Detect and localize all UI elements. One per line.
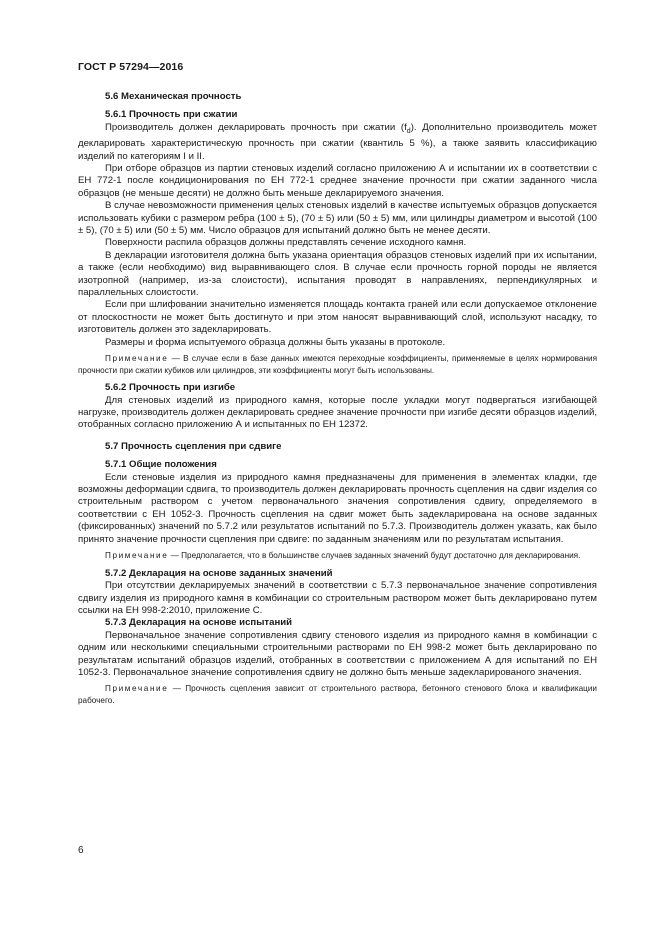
subsection-title-5-6-1: 5.6.1 Прочность при сжатии bbox=[105, 109, 238, 121]
document-body bbox=[78, 91, 597, 707]
note: Примечание — В случае если в базе данных имеются переходные коэффициенты, применяемые в целях нормирования прочности при сжатии кубиков или цилиндров, эти коэффициенты могут быть использованы. bbox=[78, 354, 597, 375]
subsection-title-5-7-2: 5.7.2 Декларация на основе заданных значений bbox=[105, 567, 333, 579]
document-header: ГОСТ Р 57294—2016 bbox=[78, 61, 184, 73]
paragraph: При отсутствии декларируемых значений в соответствии с 5.7.3 первоначальное значение сопротивления сдвигу изделия из природного камня в комбинации со строительным раствором может быть декларировано путем ссылки на ЕН 998-2:2010, приложение С. bbox=[78, 580, 597, 616]
section-title-5-6: 5.6 Механическая прочность bbox=[105, 91, 242, 102]
paragraph: В декларации изготовителя должна быть указана ориентация образцов стеновых изделий при их испытании, а также (если необходимо) вид выравнивающего слоя. В случае если прочность горной породы не является изотропной (например, из-за слоистости), испытания проводят в направлениях, перпендикулярных и параллельных слоистости. bbox=[78, 249, 597, 298]
section-title-5-7: 5.7 Прочность сцепления при сдвиге bbox=[105, 440, 282, 452]
note: Примечание — Предполагается, что в большинстве случаев заданных значений будут достаточно для декларирования. bbox=[105, 551, 581, 561]
subsection-title-5-7-1: 5.7.1 Общие положения bbox=[105, 459, 217, 471]
paragraph: Поверхности распила образцов должны представлять сечение исходного камня. bbox=[105, 237, 467, 249]
page-number: 6 bbox=[78, 845, 84, 856]
paragraph: Производитель должен декларировать прочность при сжатии $(f_d)$. Дополнительно производитель может декларировать характеристическую прочность при сжатии (квантиль 5 %), а также заявить классификацию изделий по категориям I и II. bbox=[78, 121, 597, 162]
paragraph: Первоначальное значение сопротивления сдвигу стенового изделия из природного камня в комбинации с одним или несколькими специальными строительными растворами по ЕН 998-2 может быть декларировано по результатам испытаний образцов изделий, отобранных в соответствии с приложением А для испытаний по ЕН 1052-3. Первоначальное значение сопротивления сдвигу не должно быть меньше задекларированого значения. bbox=[78, 629, 597, 678]
subsection-title-5-7-3: 5.7.3 Декларация на основе испытаний bbox=[105, 617, 293, 629]
subsection-title-5-6-2: 5.6.2 Прочность при изгибе bbox=[105, 382, 236, 394]
paragraph: В случае невозможности применения целых стеновых изделий в качестве испытуемых образцов допускается использовать кубики с размером ребра (100 ± 5), (70 ± 5) или (50 ± 5) мм, или цилиндры диаметром и высотой (100 ± 5), (70 ± 5) или (50 ± 5) мм. Число образцов для испытаний должно быть не менее десяти. bbox=[78, 200, 597, 236]
paragraph: При отборе образцов из партии стеновых изделий согласно приложению А и испытании их в соответствии с ЕН 772-1 после кондиционирования по ЕН 772-1 среднее значение прочности при сжатии заданного числа образцов (не меньше десяти) не должно быть меньше декларируемого значения. bbox=[78, 162, 597, 199]
paragraph: Если при шлифовании значительно изменяется площадь контакта граней или если допускаемое отклонение от плоскостности не может быть достигнуто и при этом наносят выравнивающий слой, используют насадку, то изготовитель должен это задекларировать. bbox=[78, 299, 597, 336]
paragraph: Для стеновых изделий из природного камня, которые после укладки могут подвергаться изгибающей нагрузке, производитель должен декларировать среднее значение прочности при изгибе десяти образцов изделий, отобранных согласно приложению А и испытанных по ЕН 12372. bbox=[78, 394, 597, 431]
paragraph: Размеры и форма испытуемого образца должны быть указаны в протоколе. bbox=[105, 336, 446, 348]
paragraph: Если стеновые изделия из природного камня предназначены для применения в элементах кладки, где возможны деформации сдвига, то производитель должен декларировать прочность сцепления на сдвиг изделия со строительным раствором с учетом первоначального значения сопротивления сдвигу, определяемого в соответствии с ЕН 1052-3. Прочность сцепления на сдвиг может быть задекларирована на основе заданных (фиксированных) значений по 5.7.2 или результатов испытаний по 5.7.3. Производитель должен указать, как было принято значение прочности сцепления при сдвиге: по заданным значениям или по результатам испытания. bbox=[78, 471, 597, 545]
note: Примечание — Прочность сцепления зависит от строительного раствора, бетонного стенового блока и квалификации рабочего. bbox=[78, 684, 597, 705]
